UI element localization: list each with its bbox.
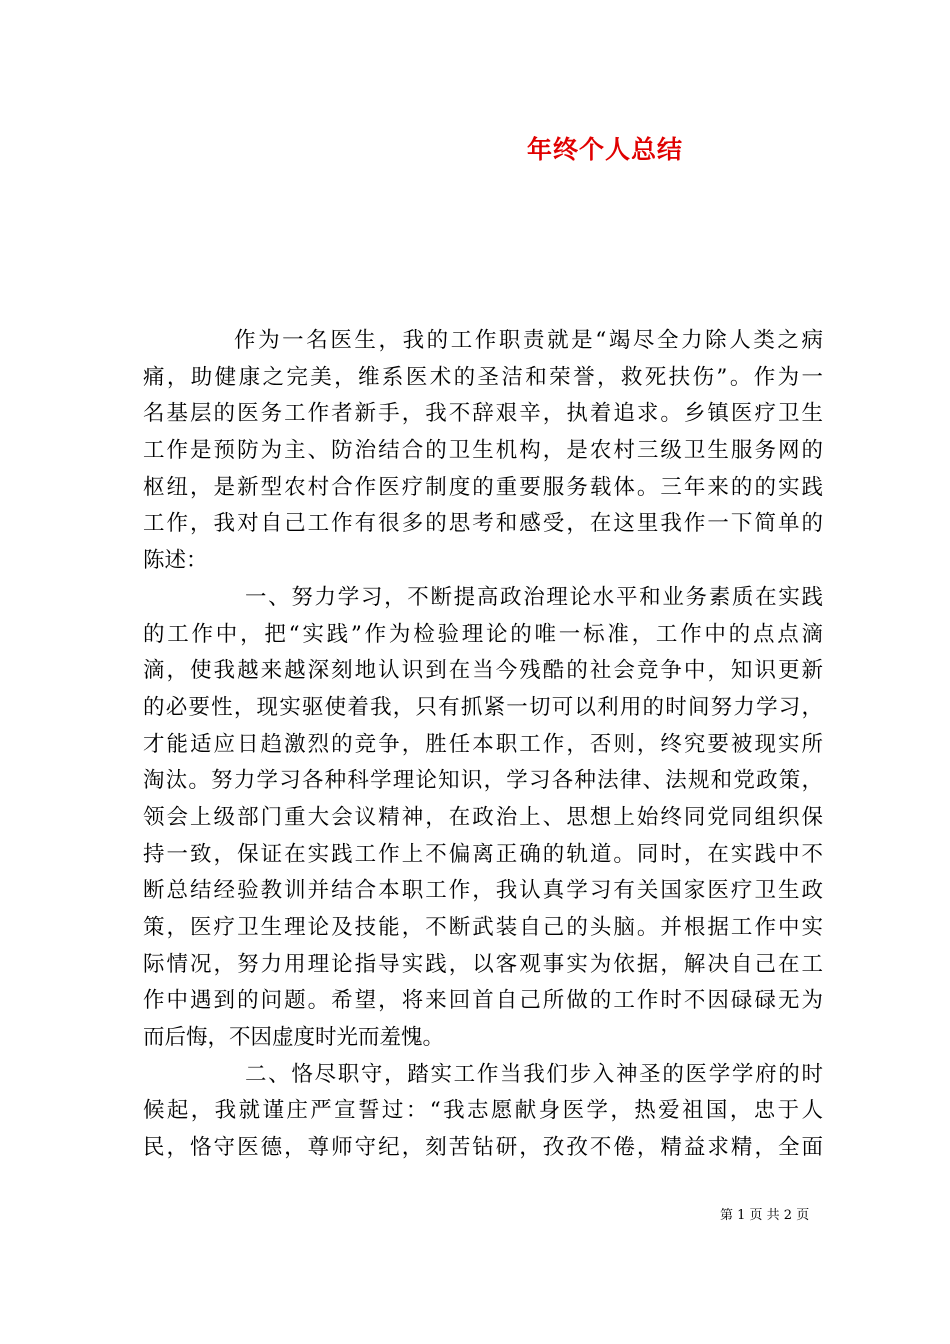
body-line: 名基层的医务工作者新手，我不辞艰辛，执着追求。乡镇医疗卫生 [143,401,823,427]
body-line: 候起，我就谨庄严宣誓过：“我志愿献身医学，热爱祖国，忠于人 [143,1098,823,1124]
body-line: 陈述： [143,548,208,574]
body-line: 的必要性，现实驱使着我，只有抓紧一切可以利用的时间努力学习， [143,694,823,720]
body-line: 领会上级部门重大会议精神，在政治上、思想上始终同党同组织保 [143,804,823,830]
body-line: 的工作中，把“实践”作为检验理论的唯一标准，工作中的点点滴 [143,621,823,647]
body-line: 策，医疗卫生理论及技能，不断武装自己的头脑。并根据工作中实 [143,915,823,940]
document-title: 年终个人总结 [527,135,684,164]
body-line: 滴，使我越来越深刻地认识到在当今残酷的社会竞争中，知识更新 [143,658,823,684]
body-line: 断总结经验教训并结合本职工作，我认真学习有关国家医疗卫生政 [143,878,823,904]
body-line: 痛，助健康之完美，维系医术的圣洁和荣誉，救死扶伤”。作为一 [143,364,823,390]
body-line: 民，恪守医德，尊师守纪，刻苦钻研，孜孜不倦，精益求精，全面 [143,1135,823,1161]
body-line: 工作，我对自己工作有很多的思考和感受，在这里我作一下简单的 [143,511,823,537]
body-line: 而后悔，不因虚度时光而羞愧。 [143,1025,445,1051]
body-line: 枢纽，是新型农村合作医疗制度的重要服务载体。三年来的的实践 [143,474,823,500]
body-line: 淘汰。努力学习各种科学理论知识，学习各种法律、法规和党政策， [143,768,823,794]
body-line: 才能适应日趋激烈的竞争，胜任本职工作，否则，终究要被现实所 [143,731,823,757]
body-line: 工作是预防为主、防治结合的卫生机构，是农村三级卫生服务网的 [143,438,823,464]
body-line: 际情况，努力用理论指导实践，以客观事实为依据，解决自己在工 [143,951,823,977]
document-body [143,323,823,1167]
body-line: 一、努力学习，不断提高政治理论水平和业务素质在实践 [245,584,823,610]
body-line: 作为一名医生，我的工作职责就是“竭尽全力除人类之病 [234,328,823,353]
body-line: 持一致，保证在实践工作上不偏离正确的轨道。同时，在实践中不 [143,841,823,867]
body-line: 二、恪尽职守，踏实工作当我们步入神圣的医学学府的时 [245,1061,823,1087]
body-line: 作中遇到的问题。希望，将来回首自己所做的工作时不因碌碌无为 [143,988,823,1014]
page-footer: 第 1 页 共 2 页 [720,1208,810,1223]
